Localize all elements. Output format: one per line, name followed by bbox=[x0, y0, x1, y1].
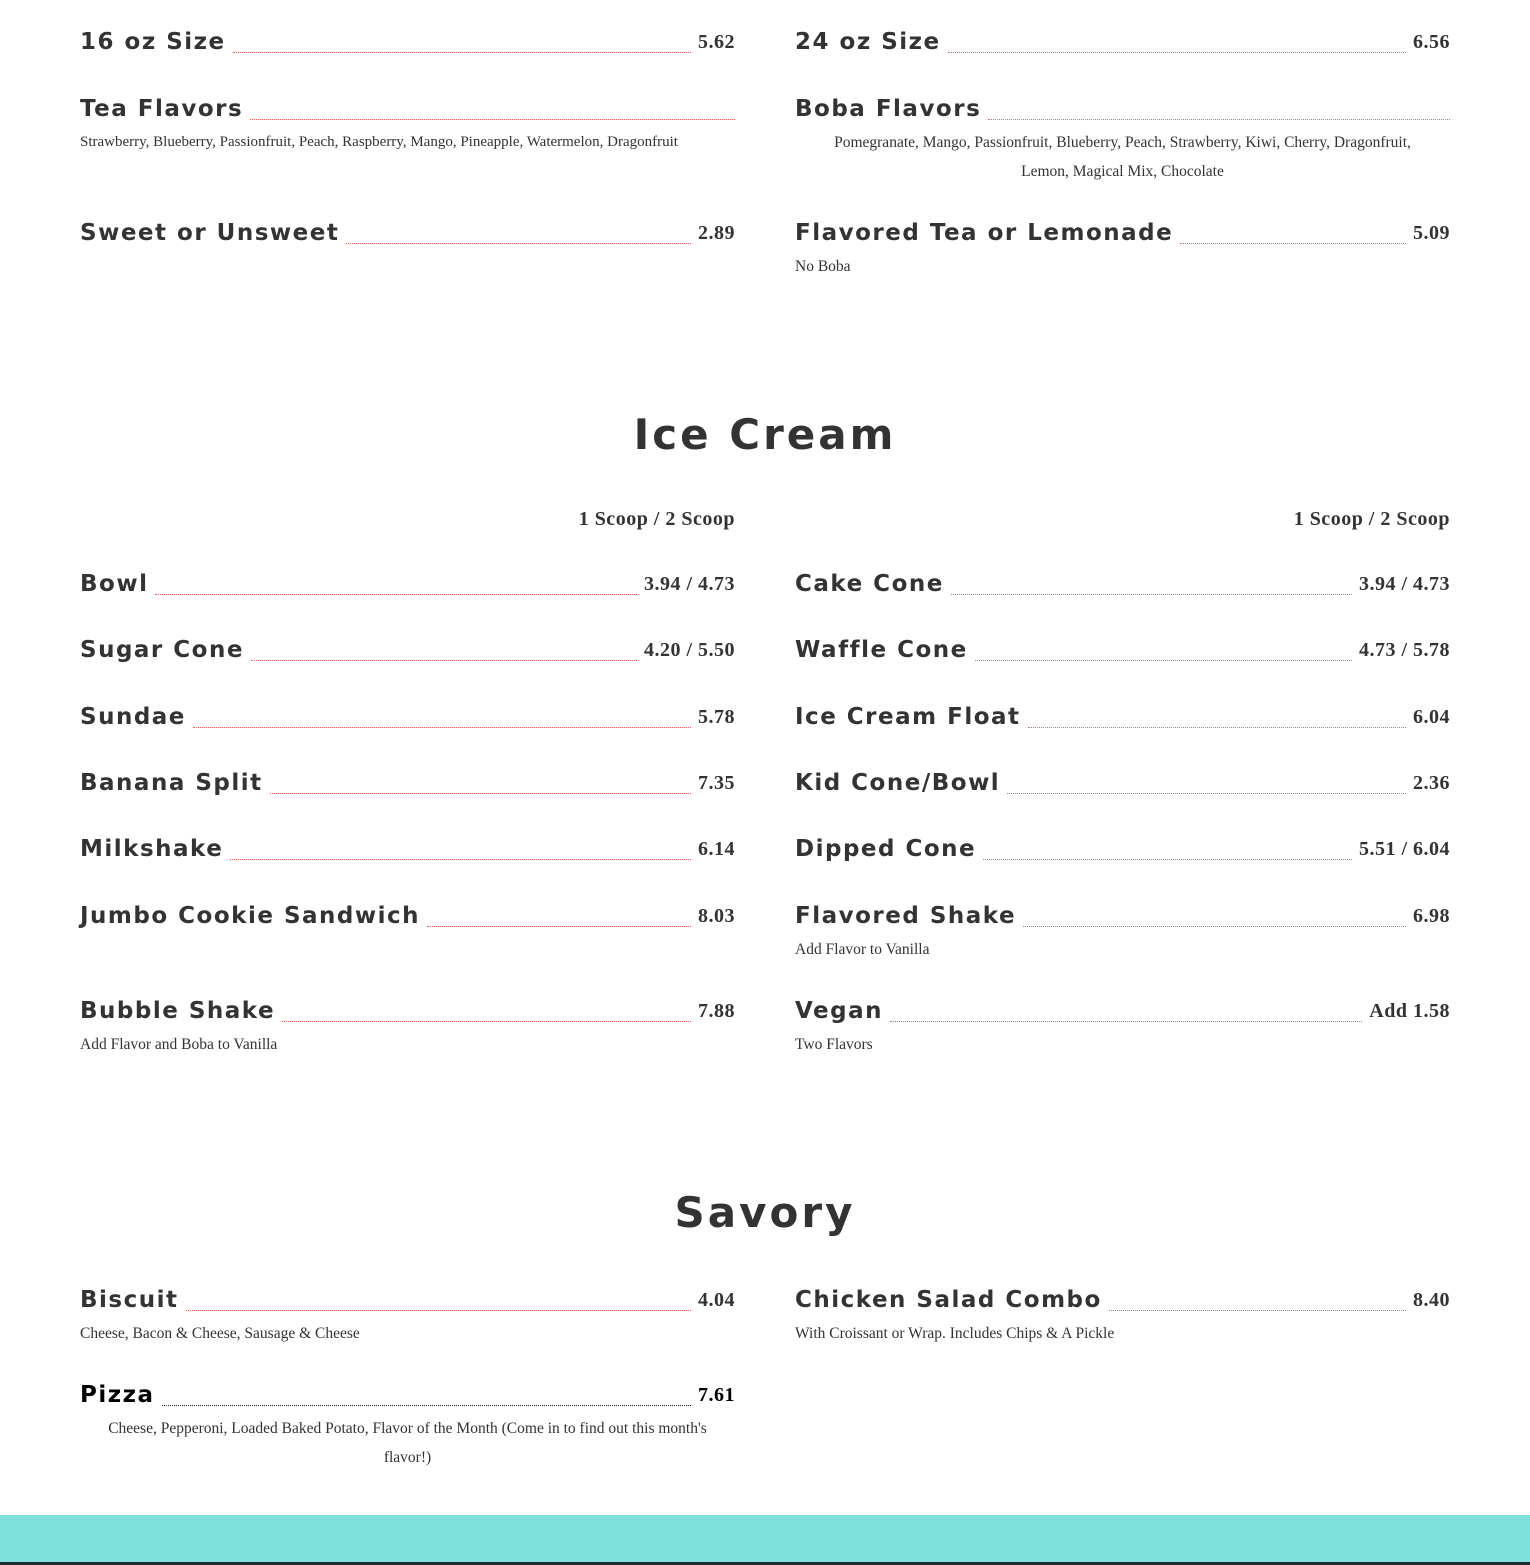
item-name: Flavored Shake bbox=[795, 903, 1017, 929]
item-price: 2.36 bbox=[1413, 772, 1450, 794]
item-name: Bowl bbox=[80, 571, 149, 597]
dotted-leader bbox=[948, 51, 1406, 53]
dotted-leader bbox=[270, 792, 691, 794]
item-price: 5.78 bbox=[698, 706, 735, 728]
dotted-leader bbox=[1028, 726, 1406, 728]
dotted-leader bbox=[1007, 792, 1406, 794]
dotted-leader bbox=[233, 51, 691, 53]
menu-item-dipped-cone bbox=[795, 834, 1450, 864]
dotted-leader bbox=[1109, 1309, 1406, 1311]
item-price: 2.89 bbox=[698, 222, 735, 244]
dotted-leader bbox=[988, 118, 1450, 120]
item-price: 3.94 / 4.73 bbox=[1358, 573, 1450, 595]
item-name: Bubble Shake bbox=[80, 998, 276, 1024]
item-price: 4.20 / 5.50 bbox=[643, 639, 735, 661]
menu-item-24oz bbox=[795, 27, 1450, 57]
item-description: No Boba bbox=[795, 258, 851, 275]
item-description: Cheese, Bacon & Cheese, Sausage & Cheese bbox=[80, 1325, 360, 1342]
item-description: Add Flavor to Vanilla bbox=[795, 941, 930, 958]
item-price: 7.35 bbox=[698, 772, 735, 794]
menu-item-biscuit bbox=[80, 1285, 735, 1348]
section-title-savory: Savory bbox=[674, 1188, 856, 1237]
dotted-leader bbox=[250, 118, 735, 120]
dotted-leader bbox=[1023, 925, 1406, 927]
item-name: Pizza bbox=[80, 1382, 155, 1408]
item-name: Vegan bbox=[795, 998, 883, 1024]
item-price: 6.56 bbox=[1413, 31, 1450, 53]
item-price: 7.61 bbox=[698, 1384, 735, 1406]
item-name: Ice Cream Float bbox=[795, 704, 1021, 730]
item-price: 4.73 / 5.78 bbox=[1358, 639, 1450, 661]
scoop-header: 1 Scoop / 2 Scoop bbox=[1293, 508, 1450, 530]
menu-item-jumbo-cookie bbox=[80, 901, 735, 931]
menu-item-kid-cone bbox=[795, 768, 1450, 798]
item-name: Jumbo Cookie Sandwich bbox=[80, 903, 421, 929]
item-price: 7.88 bbox=[698, 1000, 735, 1022]
dotted-leader bbox=[251, 659, 637, 661]
item-price: 4.04 bbox=[698, 1289, 735, 1311]
item-name: 24 oz Size bbox=[795, 29, 941, 55]
menu-item-flavored-shake bbox=[795, 901, 1450, 964]
item-price: 6.04 bbox=[1413, 706, 1450, 728]
dotted-leader bbox=[346, 242, 691, 244]
item-description: Cheese, Pepperoni, Loaded Baked Potato, Flavor of the Month (Come in to find out this month's flavor!) bbox=[108, 1420, 707, 1466]
footer-band bbox=[0, 1515, 1530, 1565]
item-name: Dipped Cone bbox=[795, 836, 977, 862]
dotted-leader bbox=[951, 593, 1352, 595]
item-price: 6.98 bbox=[1413, 905, 1450, 927]
scoop-header: 1 Scoop / 2 Scoop bbox=[578, 508, 735, 530]
item-name: Tea Flavors bbox=[80, 96, 244, 122]
menu-item-banana-split bbox=[80, 768, 735, 798]
menu-item-pizza bbox=[80, 1380, 735, 1472]
item-name: Milkshake bbox=[80, 836, 224, 862]
item-name: Boba Flavors bbox=[795, 96, 982, 122]
menu-item-flavored-tea bbox=[795, 218, 1450, 281]
item-name: 16 oz Size bbox=[80, 29, 226, 55]
item-price: 5.62 bbox=[698, 31, 735, 53]
menu-item-milkshake bbox=[80, 834, 735, 864]
menu-item-ice-cream-float bbox=[795, 702, 1450, 732]
item-name: Cake Cone bbox=[795, 571, 944, 597]
section-title-ice-cream: Ice Cream bbox=[633, 410, 897, 459]
item-price: Add 1.58 bbox=[1369, 1000, 1450, 1022]
item-name: Biscuit bbox=[80, 1287, 179, 1313]
dotted-leader bbox=[162, 1404, 691, 1406]
menu-item-cake-cone bbox=[795, 569, 1450, 599]
dotted-leader bbox=[983, 858, 1352, 860]
item-name: Kid Cone/Bowl bbox=[795, 770, 1001, 796]
item-price: 3.94 / 4.73 bbox=[643, 573, 735, 595]
dotted-leader bbox=[186, 1309, 692, 1311]
menu-item-sundae bbox=[80, 702, 735, 732]
item-description: With Croissant or Wrap. Includes Chips & A Pickle bbox=[795, 1325, 1115, 1342]
item-price: 8.03 bbox=[698, 905, 735, 927]
menu-item-chicken-salad bbox=[795, 1285, 1450, 1348]
dotted-leader bbox=[193, 726, 691, 728]
menu-item-tea-flavors bbox=[80, 94, 735, 157]
dotted-leader bbox=[427, 925, 691, 927]
item-name: Banana Split bbox=[80, 770, 263, 796]
item-price: 5.09 bbox=[1413, 222, 1450, 244]
item-name: Sweet or Unsweet bbox=[80, 220, 340, 246]
item-name: Chicken Salad Combo bbox=[795, 1287, 1102, 1313]
menu-item-vegan bbox=[795, 996, 1450, 1059]
item-name: Waffle Cone bbox=[795, 637, 968, 663]
dotted-leader bbox=[155, 593, 636, 595]
dotted-leader bbox=[230, 858, 691, 860]
dotted-leader bbox=[975, 659, 1352, 661]
item-name: Sugar Cone bbox=[80, 637, 244, 663]
menu-item-boba-flavors bbox=[795, 94, 1450, 186]
item-price: 5.51 / 6.04 bbox=[1358, 838, 1450, 860]
item-name: Flavored Tea or Lemonade bbox=[795, 220, 1174, 246]
item-description: Strawberry, Blueberry, Passionfruit, Peach, Raspberry, Mango, Pineapple, Watermelon, Dragonfruit bbox=[80, 134, 678, 150]
menu-item-bowl bbox=[80, 569, 735, 599]
dotted-leader bbox=[890, 1020, 1362, 1022]
menu-item-sugar-cone bbox=[80, 635, 735, 665]
item-price: 8.40 bbox=[1413, 1289, 1450, 1311]
item-price: 6.14 bbox=[698, 838, 735, 860]
menu-item-16oz bbox=[80, 27, 735, 57]
menu-item-sweet-unsweet bbox=[80, 218, 735, 248]
menu-item-bubble-shake bbox=[80, 996, 735, 1059]
dotted-leader bbox=[282, 1020, 691, 1022]
item-name: Sundae bbox=[80, 704, 186, 730]
item-description: Add Flavor and Boba to Vanilla bbox=[80, 1036, 278, 1053]
item-description: Two Flavors bbox=[795, 1036, 873, 1053]
item-description: Pomegranate, Mango, Passionfruit, Blueberry, Peach, Strawberry, Kiwi, Cherry, Dragonfruit, Lemon, Magical Mix, Chocolate bbox=[834, 134, 1411, 180]
menu-item-waffle-cone bbox=[795, 635, 1450, 665]
dotted-leader bbox=[1180, 242, 1406, 244]
